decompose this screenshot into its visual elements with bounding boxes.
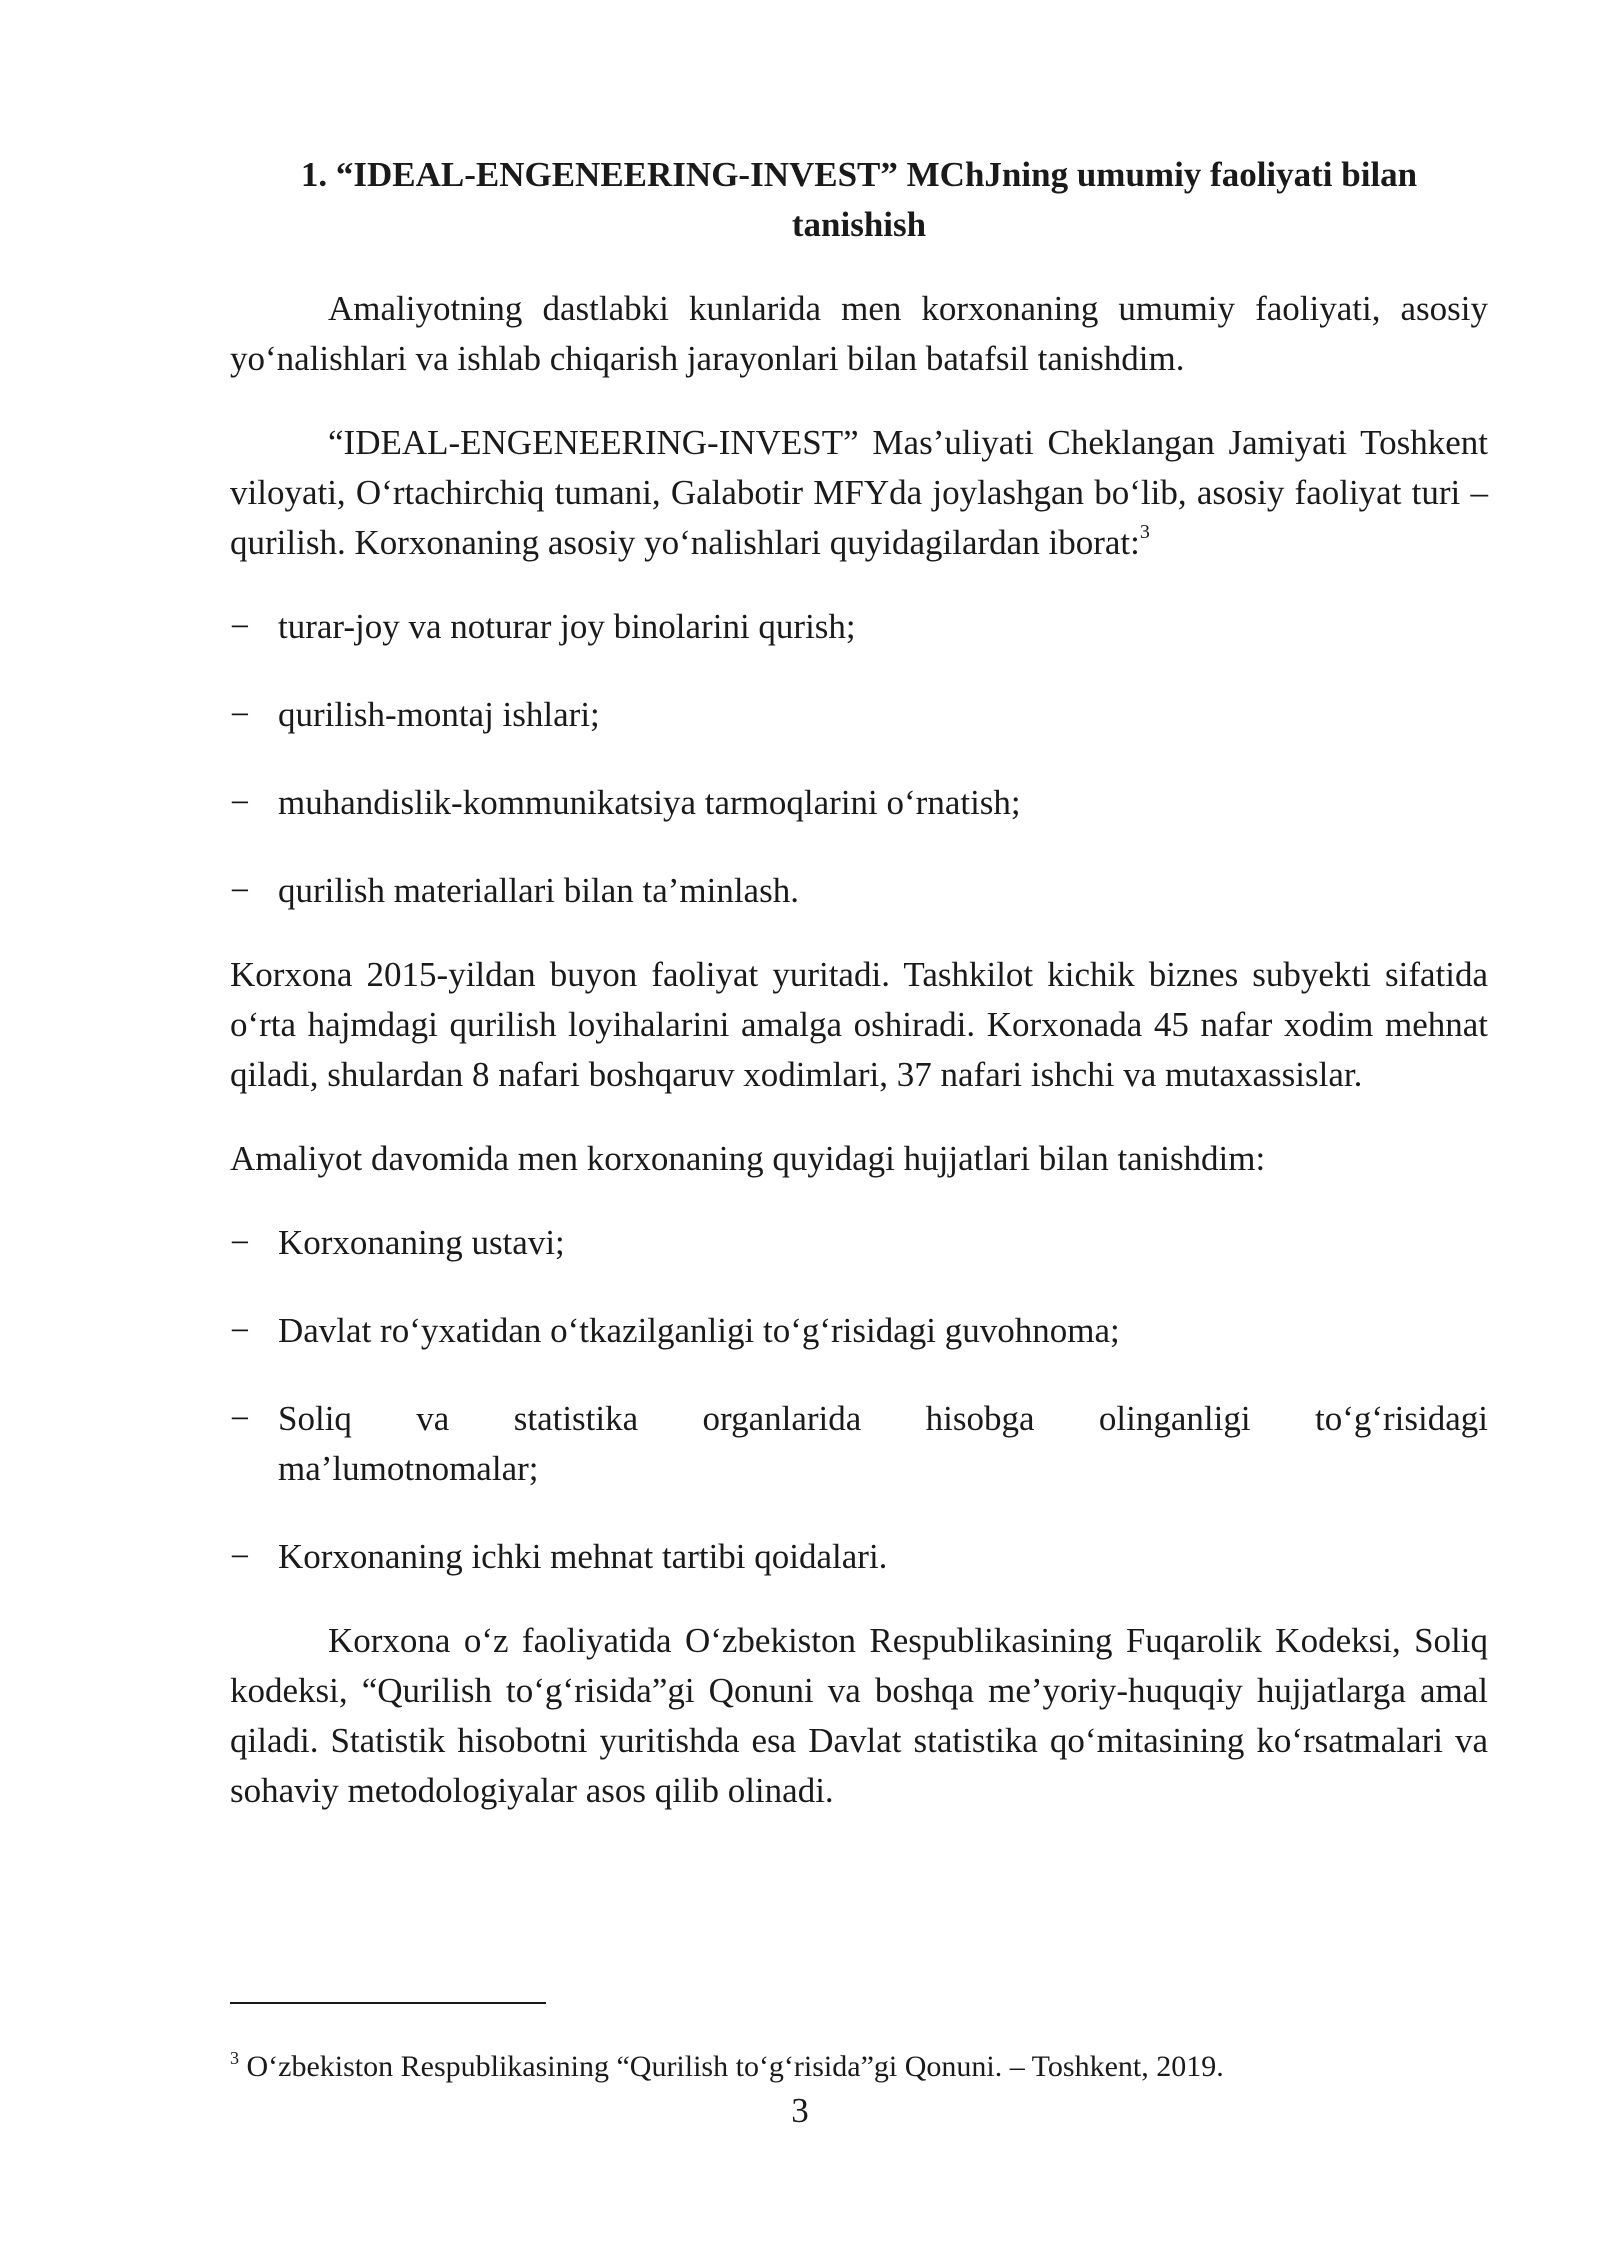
documents-list [230, 1218, 1488, 1582]
list-item-text-continuation: ma’lumotnomalar; [278, 1449, 539, 1488]
activities-list [230, 602, 1488, 916]
dash-bullet: − [230, 1223, 250, 1262]
footnote [230, 2047, 1488, 2087]
list-item-text: Soliq va statistika organlarida hisobga olinganligi to‘g‘risidagi [278, 1399, 1488, 1438]
list-item [230, 1218, 1488, 1268]
page-number: 3 [791, 2091, 809, 2130]
list-item [230, 690, 1488, 740]
intro-paragraph: Amaliyotning dastlabki kunlarida men korxonaning umumiy faoliyati, asosiy yo‘nalishlari va ishlab chiqarish jarayonlari bilan batafsil tanishdim. [230, 289, 1488, 378]
section-heading [230, 150, 1488, 250]
company-description-text: “IDEAL-ENGENEERING-INVEST” Mas’uliyati Cheklangan Jamiyati Toshkent viloyati, O‘rtachirchiq tumani, Galabotir MFYda joylashgan bo‘lib, asosiy faoliyat turi – qurilish. Korxonaning asosiy yo‘nalishlari quyidagilardan iborat: [230, 423, 1488, 562]
list-item [230, 866, 1488, 916]
list-item-text: Korxonaning ichki mehnat tartibi qoidalari. [278, 1537, 888, 1576]
list-item-text: qurilish materiallari bilan ta’minlash. [278, 871, 799, 910]
list-item [230, 778, 1488, 828]
list-item [230, 1532, 1488, 1582]
footnote-separator [230, 2002, 546, 2004]
list-item [230, 1306, 1488, 1356]
dash-bullet: − [230, 783, 250, 822]
list-item-text: Korxonaning ustavi; [278, 1223, 565, 1262]
dash-bullet: − [230, 871, 250, 910]
document-page [230, 150, 1488, 1850]
list-item-text: Davlat ro‘yxatidan o‘tkazilganligi to‘g‘risidagi guvohnoma; [278, 1311, 1120, 1350]
company-description-paragraph [230, 418, 1488, 568]
footnote-reference: 3 [1139, 521, 1150, 543]
legal-basis-paragraph: Korxona o‘z faoliyatida O‘zbekiston Respublikasining Fuqarolik Kodeksi, Soliq kodeksi, “Qurilish to‘g‘risida”gi Qonuni va boshqa me’yoriy-huquqiy hujjatlarga amal qiladi. Statistik hisobotni yuritishda esa Davlat statistika qo‘mitasining ko‘rsatmalari va sohaviy metodologiyalar asos qilib olinadi. [230, 1621, 1488, 1810]
dash-bullet: − [230, 607, 250, 646]
list-item-text: turar-joy va noturar joy binolarini qurish; [278, 607, 856, 646]
list-item-text: muhandislik-kommunikatsiya tarmoqlarini o‘rnatish; [278, 783, 1021, 822]
dash-bullet: − [230, 1537, 250, 1576]
list-item [230, 602, 1488, 652]
documents-intro-paragraph: Amaliyot davomida men korxonaning quyidagi hujjatlari bilan tanishdim: [230, 1139, 1266, 1178]
list-item-text: qurilish-montaj ishlari; [278, 695, 600, 734]
footnote-number: 3 [230, 2048, 239, 2068]
section-heading-line-2: tanishish [791, 205, 927, 244]
footnote-text: O‘zbekiston Respublikasining “Qurilish to‘g‘risida”gi Qonuni. – Toshkent, 2019. [246, 2050, 1224, 2083]
company-info-paragraph: Korxona 2015-yildan buyon faoliyat yuritadi. Tashkilot kichik biznes subyekti sifatida o‘rta hajmdagi qurilish loyihalarini amalga oshiradi. Korxonada 45 nafar xodim mehnat qiladi, shulardan 8 nafari boshqaruv xodimlari, 37 nafari ishchi va mutaxassislar. [230, 955, 1488, 1094]
dash-bullet: − [230, 1399, 250, 1438]
list-item [230, 1394, 1488, 1494]
dash-bullet: − [230, 695, 250, 734]
section-heading-line-1: 1. “IDEAL-ENGENEERING-INVEST” MChJning umumiy faoliyati bilan [300, 155, 1418, 194]
dash-bullet: − [230, 1311, 250, 1350]
